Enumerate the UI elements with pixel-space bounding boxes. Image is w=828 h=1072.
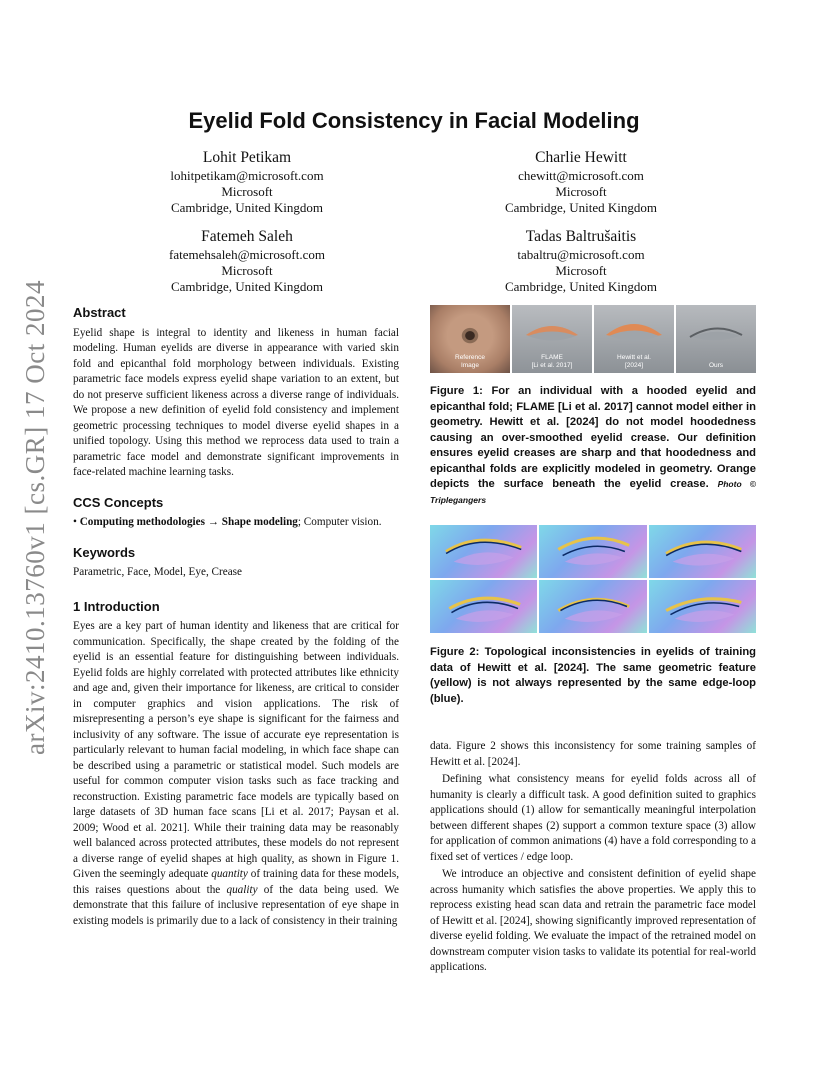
author-email[interactable]: fatemehsaleh@microsoft.com [169,247,325,262]
eyelid-render [539,580,646,633]
ccs-bullet: • [73,516,77,528]
intro-paragraph [73,619,399,929]
author-name: Charlie Hewitt [535,149,627,166]
author-location: Cambridge, United Kingdom [504,279,657,294]
keywords-heading: Keywords [73,544,136,560]
intro-paragraph: Defining what consistency means for eyelid folds across all of humanity is clearly a difficult task. A good definition suited to graphics applications should (1) allow for semantically meaningful interpolation between different shapes (2) support a common texture space (3) allow for application of common animations (4) have a fold corresponding to a fixed set of vertices / edge loop. [430,773,756,863]
figure-1-label: Image [460,362,480,369]
figure-1-label: [Li et al. 2017] [531,362,573,369]
eyelid-render [430,580,537,633]
eyelid-curves [430,580,537,633]
ccs-heading: CCS Concepts [73,494,164,510]
intro-paragraph: We introduce an objective and consistent definition of eyelid shape across humanity which satisfies the above properties. We apply this to reprocess existing head scan data and retrain the parametric face model of Hewitt et al. [2024], showing significantly improved representation of diverse eyelid folding. We evaluate the impact of the retrained model on downstream computer vision tasks to validate its potential for real-world applications. [430,868,756,973]
intro-emphasis: quantity [211,868,248,880]
eyelid-curves [430,525,537,578]
author-name: Fatemeh Saleh [201,228,293,245]
hewitt-render [594,305,674,373]
left-column [73,305,399,929]
abstract-text: Eyelid shape is integral to identity and likeness in human facial modeling. Human eyelids are diverse in appearance with varied skin fold and epicanthal fold morphology between individuals. Existing parametric face models express eyelid shape variation to an extent, but do not preserve sufficient likeness across a diverse range of individuals. We propose a new definition of eyelid fold consistency and implement geometric processing techniques to model diverse eyelid shapes in a unified topology. Using this method we reprocess data used to train a parametric face model and demonstrate significant improvements in face-related machine learning tasks. [73,326,399,478]
ccs-rest: ; Computer vision. [297,516,382,528]
ours-render [676,305,756,373]
figure-1-label: Hewitt et al. [617,354,651,361]
eyelid-curves [539,580,646,633]
intro-text: Eyes are a key part of human identity and likeness that are critical for communication. Specifically, the shape created by the folding of the eyelid is an essential feature for distinguishing between individuals. Eyelid folds are highly correlated with protected attributes like ethnicity and age and, given their importance for likeness, are critical to consider in computer graphics and vision applications. The risk of misrepresenting a person’s eye shape is significant for the fairness and inclusivity of any software. The issue of accurate eye representation is particularly relevant to human facial modeling, in which face shape can be described using a parametric or statistical model. Such models are useful for common computer vision tasks such as face tracking and reconstruction. Existing parametric face models are typically based on large datasets of 3D human face scans [Li et al. 2017; Paysan et al. 2009; Wood et al. 2021]. While their training data may be reasonably well balanced across protected attributes, these models do not represent a diverse range of eyelid shapes at high quality, as shown in Figure 1. Given the seemingly adequate [73,620,399,880]
ccs-text [73,515,399,531]
author-org: Microsoft [555,184,607,199]
keywords-text: Parametric, Face, Model, Eye, Crease [73,566,242,578]
figure-1-label: FLAME [541,354,563,361]
flame-render [512,305,592,373]
author-org: Microsoft [221,184,273,199]
author-name: Lohit Petikam [202,149,292,166]
arxiv-identifier: arXiv:2410.13760v1 [cs.GR] 17 Oct 2024 [20,280,50,755]
intro-emphasis: quality [226,883,258,896]
author-block [451,148,711,216]
author-block [117,148,377,216]
author-name: Tadas Baltrušaitis [525,228,637,245]
figure-1-label: Reference [455,354,485,361]
introduction-heading: 1 Introduction [73,598,160,614]
author-location: Cambridge, United Kingdom [170,200,323,215]
abstract-heading: Abstract [73,305,126,320]
eyelid-render [430,525,537,578]
intro-continuation: data. Figure 2 shows this inconsistency for some training samples of Hewitt et al. [2024]. [430,740,756,768]
author-email[interactable]: tabaltru@microsoft.com [517,247,645,262]
figure-2-caption: Figure 2: Topological inconsistencies in eyelids of training data of Hewitt et al. [2024]. The same geometric feature (yellow) is not always represented by the same edge-loop (blue). [430,646,756,705]
eyelid-render [539,525,646,578]
eyelid-curves [649,580,756,633]
intro-text: of training data for these models, this raises questions about the [73,868,399,896]
figure-1-caption [430,384,756,508]
author-location: Cambridge, United Kingdom [170,279,323,294]
author-location: Cambridge, United Kingdom [504,200,657,215]
intro-text: of the data being used. We demonstrate that this failure of inclusive representation of eye shape in existing models is primarily due to a lack of consistency in their training [73,883,399,927]
eyelid-curves [539,525,646,578]
author-org: Microsoft [221,263,273,278]
figure-1-label: Ours [708,362,724,369]
right-column-text [430,739,756,976]
author-email[interactable]: chewitt@microsoft.com [518,168,644,183]
eyelid-render [649,580,756,633]
author-email[interactable]: lohitpetikam@microsoft.com [170,168,324,183]
author-org: Microsoft [555,263,607,278]
author-block [451,227,711,295]
author-block [117,227,377,295]
eyelid-render [649,525,756,578]
ccs-concept: Computing methodologies → Shape modeling [79,516,298,528]
paper-title: Eyelid Fold Consistency in Facial Modeling [188,108,640,133]
photo-credit: Photo © Triplegangers [430,479,756,505]
figure-1-label: [2024] [624,362,644,369]
eyelid-curves [649,525,756,578]
caption-text: Figure 1: For an individual with a hooded eyelid and epicanthal fold; FLAME [Li et al. 2017] cannot model either in geometry. Hewitt et al. [2024] do not model hoodedness causing an over-smoothed eyelid crease. Our definition ensures eyelid creases are sharp and that hoodedness and epicanthal folds are explicitly modeled in geometry. Orange depicts the surface beneath the eyelid crease. [430,385,756,490]
figure-2-image [430,525,756,633]
reference-photo [430,305,510,373]
figure-1-image [430,305,756,373]
